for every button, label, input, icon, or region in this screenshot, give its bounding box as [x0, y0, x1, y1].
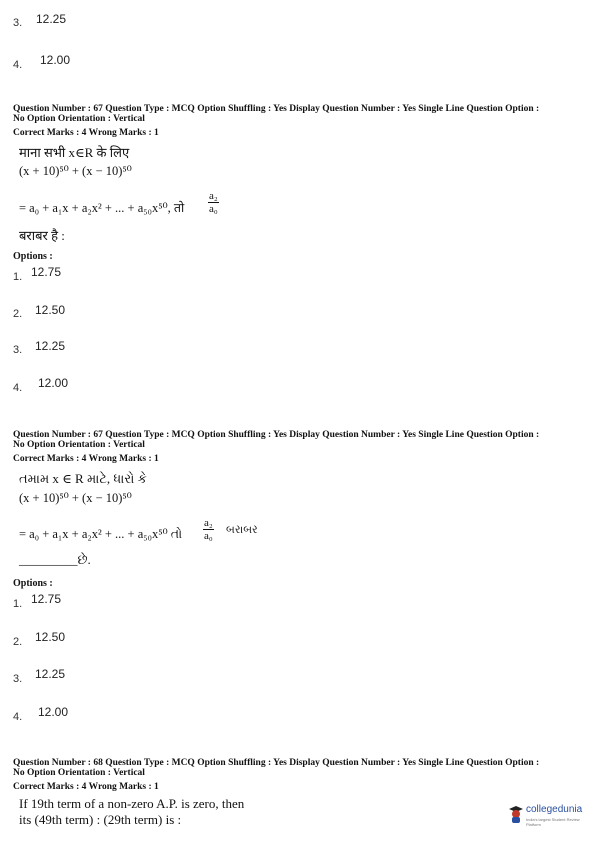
option-value: 12.75 [31, 592, 62, 606]
question-meta-line2: No Option Orientation : Vertical [13, 114, 145, 124]
question-text-word: બરાબર [226, 524, 258, 536]
option-number: 2. [13, 636, 23, 648]
logo-tagline: India's largest Student Review Platform [526, 817, 580, 827]
fraction-denominator: a₀ [209, 203, 218, 215]
question-polynomial: = a₀ + a₁x + a₂x² + ... + a₅₀x⁵⁰, तो [19, 201, 185, 215]
question-meta-line2: No Option Orientation : Vertical [13, 440, 145, 450]
option-value: 12.50 [35, 630, 66, 644]
options-label: Options : [13, 251, 53, 262]
question-marks: Correct Marks : 4 Wrong Marks : 1 [13, 128, 159, 138]
fraction [208, 190, 219, 215]
option-number: 4. [13, 59, 23, 71]
question-text-line: its (49th term) : (29th term) is : [19, 812, 182, 827]
logo-name: collegedunia [526, 804, 583, 815]
option-number: 1. [13, 271, 23, 283]
option-value: 12.00 [40, 53, 71, 67]
option-number: 4. [13, 382, 23, 394]
option-number: 4. [13, 711, 23, 723]
question-meta-line1: Question Number : 67 Question Type : MCQ Option Shuffling : Yes Display Question Number : Yes Single Line Question Option : [13, 430, 540, 440]
option-number: 3. [13, 344, 23, 356]
option-value: 12.75 [31, 265, 62, 279]
fraction-denominator: a₀ [204, 530, 213, 542]
option-value: 12.25 [35, 339, 66, 353]
question-meta-line1: Question Number : 68 Question Type : MCQ Option Shuffling : Yes Display Question Number : Yes Single Line Question Option : [13, 758, 540, 768]
options-label: Options : [13, 578, 53, 589]
option-number: 2. [13, 308, 23, 320]
question-text-line: माना सभी x∈R के लिए [19, 145, 130, 160]
fraction [203, 517, 214, 542]
question-text-line: If 19th term of a non-zero A.P. is zero, then [19, 796, 245, 811]
option-value: 12.25 [35, 667, 66, 681]
question-marks: Correct Marks : 4 Wrong Marks : 1 [13, 782, 159, 792]
question-meta-line2: No Option Orientation : Vertical [13, 768, 145, 778]
question-text-line: તમામ x ∈ R માટે, ધારો કે [19, 471, 147, 486]
option-number: 3. [13, 673, 23, 685]
question-marks: Correct Marks : 4 Wrong Marks : 1 [13, 454, 159, 464]
fraction-numerator: a₂ [209, 190, 218, 202]
question-text-line: बराबर है : [19, 228, 65, 243]
option-value: 12.25 [36, 12, 67, 26]
option-number: 3. [13, 17, 23, 29]
option-value: 12.00 [38, 376, 69, 390]
option-value: 12.00 [38, 705, 69, 719]
question-polynomial: = a₀ + a₁x + a₂x² + ... + a₅₀x⁵⁰ તો [19, 527, 183, 541]
collegedunia-logo [508, 802, 588, 828]
option-value: 12.50 [35, 303, 66, 317]
question-expression: (x + 10)⁵⁰ + (x − 10)⁵⁰ [19, 164, 132, 178]
graduate-mascot-icon [508, 804, 524, 824]
fraction-numerator: a₂ [204, 517, 213, 529]
question-meta-line1: Question Number : 67 Question Type : MCQ Option Shuffling : Yes Display Question Number : Yes Single Line Question Option : [13, 104, 540, 114]
option-number: 1. [13, 598, 23, 610]
question-expression: (x + 10)⁵⁰ + (x − 10)⁵⁰ [19, 491, 132, 505]
question-text-line: _________છે. [19, 552, 91, 567]
